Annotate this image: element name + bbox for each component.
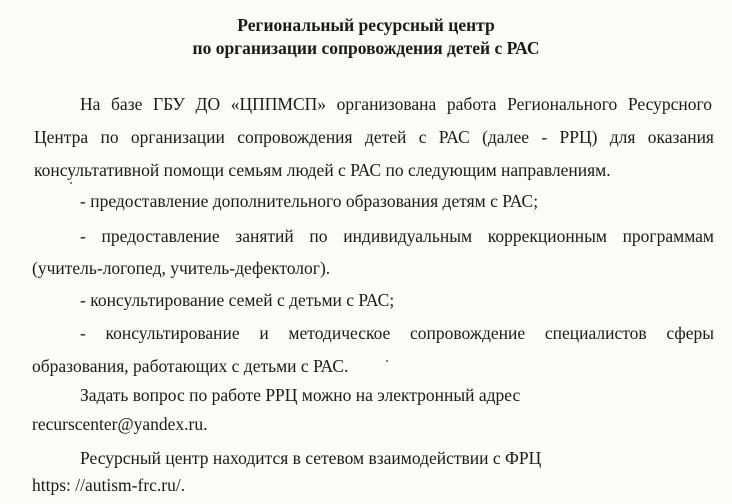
- intro-line-3: консультативной помощи семьям людей с РАС по следующим направлениям.: [34, 160, 611, 180]
- list-item-correction-line-2: (учитель-логопед, учитель-дефектолог).: [32, 258, 331, 278]
- list-item-specialists-line-1: - консультирование и методическое сопровождение специалистов сферы: [80, 323, 714, 343]
- intro-line-2: Центра по организации сопровождения детей с РАС (далее - РРЦ) для оказания: [34, 127, 714, 147]
- intro-line-1: На базе ГБУ ДО «ЦППМСП» организована работа Регионального Ресурсного: [80, 94, 712, 114]
- list-item-family-consulting: - консультирование семей с детьми с РАС;: [80, 290, 395, 310]
- network-line: Ресурсный центр находится в сетевом взаимодействии с ФРЦ: [80, 448, 542, 468]
- document-title-line-1: Региональный ресурсный центр: [237, 15, 495, 35]
- scan-speck: [386, 360, 388, 362]
- list-item-specialists-line-2: образования, работающих с детьми с РАС.: [32, 356, 349, 376]
- question-line: Задать вопрос по работе РРЦ можно на электронный адрес: [80, 385, 521, 405]
- list-item-education: - предоставление дополнительного образования детям с РАС;: [80, 191, 539, 211]
- list-item-correction-line-1: - предоставление занятий по индивидуальным коррекционным программам: [80, 226, 714, 246]
- scan-speck: [70, 182, 72, 184]
- document-title-line-2: по организации сопровождения детей с РАС: [192, 38, 540, 58]
- email-address: recurscenter@yandex.ru.: [32, 414, 208, 434]
- frc-url: https: //autism-frc.ru/.: [32, 475, 186, 495]
